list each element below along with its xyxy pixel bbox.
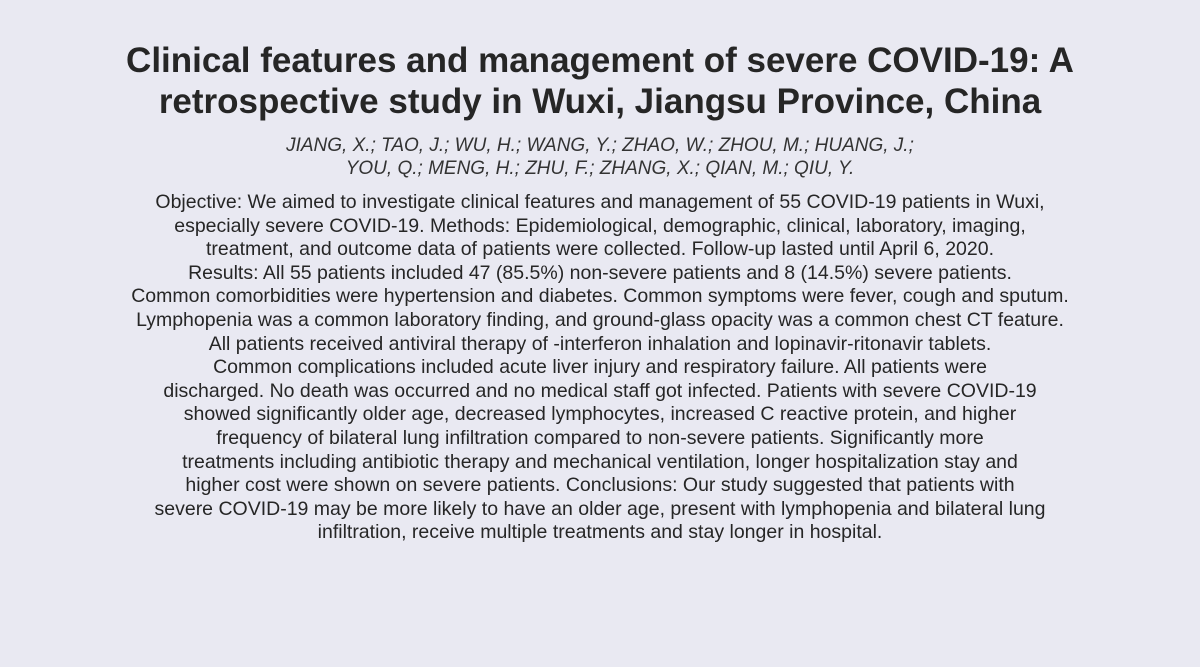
abstract-line: showed significantly older age, decreased lymphocytes, increased C reactive protein, and higher (183, 403, 1017, 426)
author-line: YOU, Q.; MENG, H.; ZHU, F.; ZHANG, X.; QIAN, M.; QIU, Y. (345, 158, 855, 179)
abstract-line: Lymphopenia was a common laboratory finding, and ground-glass opacity was a common chest CT feature. (136, 308, 1064, 331)
abstract-line: frequency of bilateral lung infiltration compared to non-severe patients. Significantly more (216, 426, 984, 449)
abstract-line: Common complications included acute liver injury and respiratory failure. All patients were (213, 356, 987, 379)
abstract-line: especially severe COVID-19. Methods: Epidemiological, demographic, clinical, laboratory, imaging, (174, 214, 1026, 237)
author-list (0, 134, 1200, 180)
abstract-line: infiltration, receive multiple treatments and stay longer in hospital. (317, 521, 883, 544)
abstract-line: discharged. No death was occurred and no medical staff got infected. Patients with severe COVID-19 (163, 379, 1037, 402)
abstract-line: treatments including antibiotic therapy and mechanical ventilation, longer hospitalization stay and (182, 450, 1018, 473)
title-line: Clinical features and management of severe COVID-19: A (126, 41, 1074, 80)
abstract-line: Results: All 55 patients included 47 (85.5%) non-severe patients and 8 (14.5%) severe patients. (188, 261, 1012, 284)
abstract-line: All patients received antiviral therapy of -interferon inhalation and lopinavir-ritonavir tablets. (208, 332, 992, 355)
abstract-line: higher cost were shown on severe patients. Conclusions: Our study suggested that patients with (185, 474, 1015, 497)
abstract-line: Objective: We aimed to investigate clinical features and management of 55 COVID-19 patients in Wuxi, (155, 191, 1045, 213)
paper-title (50, 40, 1150, 122)
author-line: JIANG, X.; TAO, J.; WU, H.; WANG, Y.; ZHAO, W.; ZHOU, M.; HUANG, J.; (286, 135, 914, 156)
title-line: retrospective study in Wuxi, Jiangsu Province, China (158, 82, 1042, 121)
abstract-line: severe COVID-19 may be more likely to have an older age, present with lymphopenia and bilateral lung (154, 497, 1046, 520)
abstract-line: treatment, and outcome data of patients were collected. Follow-up lasted until April 6, 2020. (205, 238, 995, 261)
abstract-line: Common comorbidities were hypertension and diabetes. Common symptoms were fever, cough and sputum. (131, 285, 1069, 308)
abstract (0, 191, 1200, 545)
